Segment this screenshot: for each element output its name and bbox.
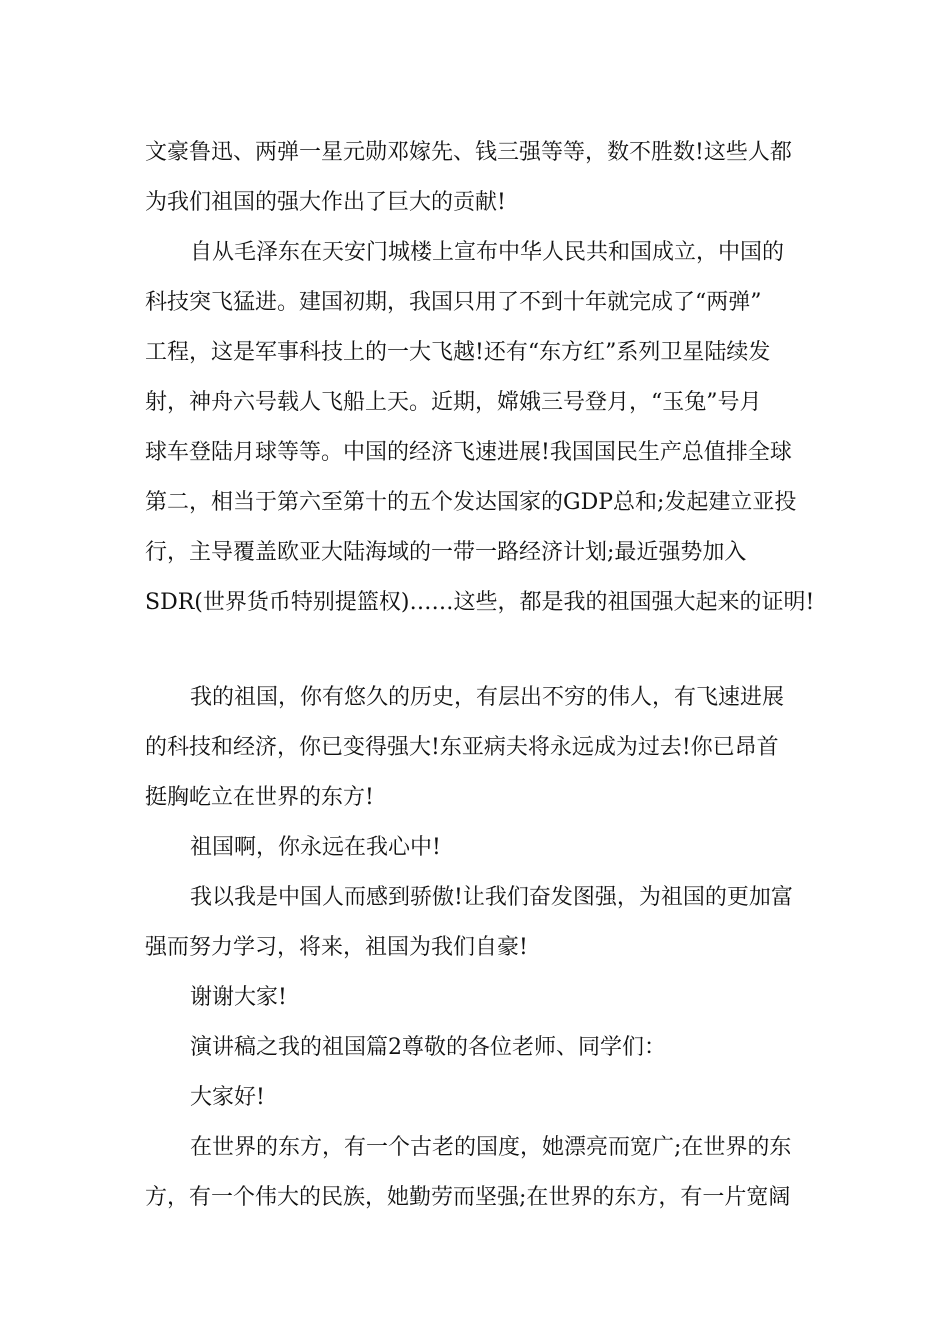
paragraph-line: SDR(世界货币特别提篮权)……这些，都是我的祖国强大起来的证明! [145,590,815,615]
paragraph-line: 在世界的东方，有一个古老的国度，她漂亮而宽广;在世界的东 [190,1135,792,1160]
paragraph-line: 大家好! [190,1085,265,1110]
paragraph-line: 射，神舟六号载人飞船上天。近期，嫦娥三号登月，“玉兔”号月 [145,390,762,415]
paragraph-line: 第二，相当于第六至第十的五个发达国家的GDP总和;发起建立亚投 [145,490,797,515]
paragraph-line: 方，有一个伟大的民族，她勤劳而坚强;在世界的东方，有一片宽阔 [145,1185,791,1210]
paragraph-line: 行，主导覆盖欧亚大陆海域的一带一路经济计划;最近强势加入 [145,540,747,565]
paragraph-line: 球车登陆月球等等。中国的经济飞速进展!我国国民生产总值排全球 [145,440,792,465]
paragraph-line: 谢谢大家! [190,985,287,1010]
paragraph-line: 文豪鲁迅、两弹一星元勋邓嫁先、钱三强等等，数不胜数!这些人都 [145,140,792,165]
paragraph-line: 科技突飞猛进。建国初期，我国只用了不到十年就完成了“两弹” [145,290,762,315]
paragraph-line: 祖国啊，你永远在我心中! [190,835,441,860]
paragraph-line: 自从毛泽东在天安门城楼上宣布中华人民共和国成立，中国的 [190,240,785,265]
paragraph-line: 强而努力学习，将来，祖国为我们自豪! [145,935,528,960]
paragraph-line: 工程，这是军事科技上的一大飞越!还有“东方红”系列卫星陆续发 [145,340,771,365]
paragraph-line: 的科技和经济，你已变得强大!东亚病夫将永远成为过去!你已昂首 [145,735,779,760]
paragraph-line: 为我们祖国的强大作出了巨大的贡献! [145,190,506,215]
paragraph-line: 我以我是中国人而感到骄傲!让我们奋发图强，为祖国的更加富 [190,885,793,910]
paragraph-line: 我的祖国，你有悠久的历史，有层出不穷的伟人，有飞速进展 [190,685,785,710]
paragraph-line: 挺胸屹立在世界的东方! [145,785,374,810]
paragraph-line: 演讲稿之我的祖国篇2尊敬的各位老师、同学们： [190,1035,666,1060]
